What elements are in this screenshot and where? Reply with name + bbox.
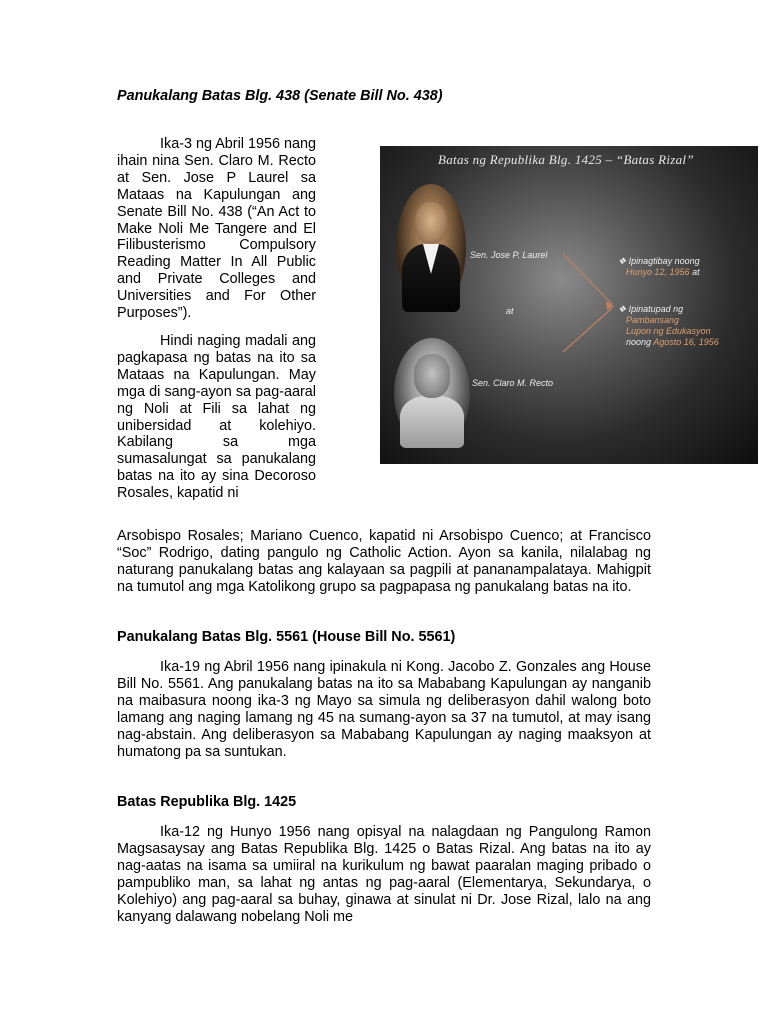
paragraph-senate-bill-intro: Ika-3 ng Abril 1956 nang ihain nina Sen. Claro M. Recto at Sen. Jose P Laurel sa Mataas na Kapulungan ang Senate Bill No. 438 (“An Act to Make Noli Me Tangere and El Filibusterismo Compulsory Reading Matter In All Public and Private Colleges and Universities and For Other Purposes”). — [117, 136, 317, 322]
house-bill-block — [117, 659, 651, 760]
republic-act-block — [117, 824, 651, 925]
left-text-column — [117, 136, 316, 513]
paragraph-republic-act: Ika-12 ng Hunyo 1956 nang opisyal na nalagdaan ng Pangulong Ramon Magsasaysay ang Batas Republika Blg. 1425 o Batas Rizal. Ang batas na ito ay nag-aatas na isama sa umiiral na kurikulum ng bawat paaralan maging pribado o pampubliko man, sa lahat ng antas ng pag-aaral (Elementarya, Sekundarya, o Kolehiyo) ang pag-aaral sa buhay, ginawa at sinulat ni Dr. Jose Rizal, lalo na ang kanyang dalawang nobelang Noli me — [117, 824, 651, 925]
heading-house-bill: Panukalang Batas Blg. 5561 (House Bill No. 5561) — [117, 629, 456, 645]
batas-rizal-slide-image — [380, 146, 758, 464]
continued-paragraph-block — [117, 528, 651, 596]
paragraph-opposition: Hindi naging madali ang pagkapasa ng batas na ito sa Mataas na Kapulungan. May mga di sang-ayon sa pag-aaral ng Noli at Fili sa lahat ng unibersidad at kolehiyo. Kabilang sa mga sumasalungat sa panukalang batas na ito ay sina Decoroso Rosales, kapatid ni — [117, 332, 316, 502]
paragraph-opposition-continued: Arsobispo Rosales; Mariano Cuenco, kapatid ni Arsobispo Cuenco; at Francisco “Soc” Rodrigo, dating pangulo ng Catholic Action. Ayon sa kanila, nilalabag ng naturang panukalang batas ang kalayaan sa pagpili at pananampalataya. Mahigpit na tumutol ang mga Katolikong grupo sa pagpapasa ng panukalang batas na ito. — [117, 528, 651, 595]
heading-republic-act: Batas Republika Blg. 1425 — [117, 794, 297, 810]
portrait-recto — [394, 338, 470, 448]
label-at: at — [506, 306, 514, 316]
paragraph-house-bill: Ika-19 ng Abril 1956 nang ipinakula ni Kong. Jacobo Z. Gonzales ang House Bill No. 5561. Ang panukalang batas na ito sa Mababang Kapulungan ay nanganib na maibasura noong ika-3 ng Mayo sa simula ng deliberasyon dahil walong boto lamang ang naging lamang ng 45 na sumang-ayon sa 37 na tumutol, at may isang nag-abstain. Ang deliberasyon sa Mababang Kapulungan ay naging maaksyon at humatong pa sa suntukan. — [117, 659, 651, 760]
heading-senate-bill: Panukalang Batas Blg. 438 (Senate Bill No. 438) — [117, 88, 443, 104]
label-laurel: Sen. Jose P. Laurel — [470, 250, 548, 260]
slide-title: Batas ng Republika Blg. 1425 – “Batas Rizal” — [438, 152, 694, 167]
label-recto: Sen. Claro M. Recto — [472, 378, 554, 388]
portrait-laurel — [396, 184, 466, 312]
bullet-ipinagtibay: ❖ Ipinagtibay noong Hunyo 12, 1956 at — [618, 256, 700, 277]
bullet-ipinatupad: ❖ Ipinatupad ng Pambansang Lupon ng Edukasyon noong Agosto 16, 1956 — [618, 304, 719, 347]
